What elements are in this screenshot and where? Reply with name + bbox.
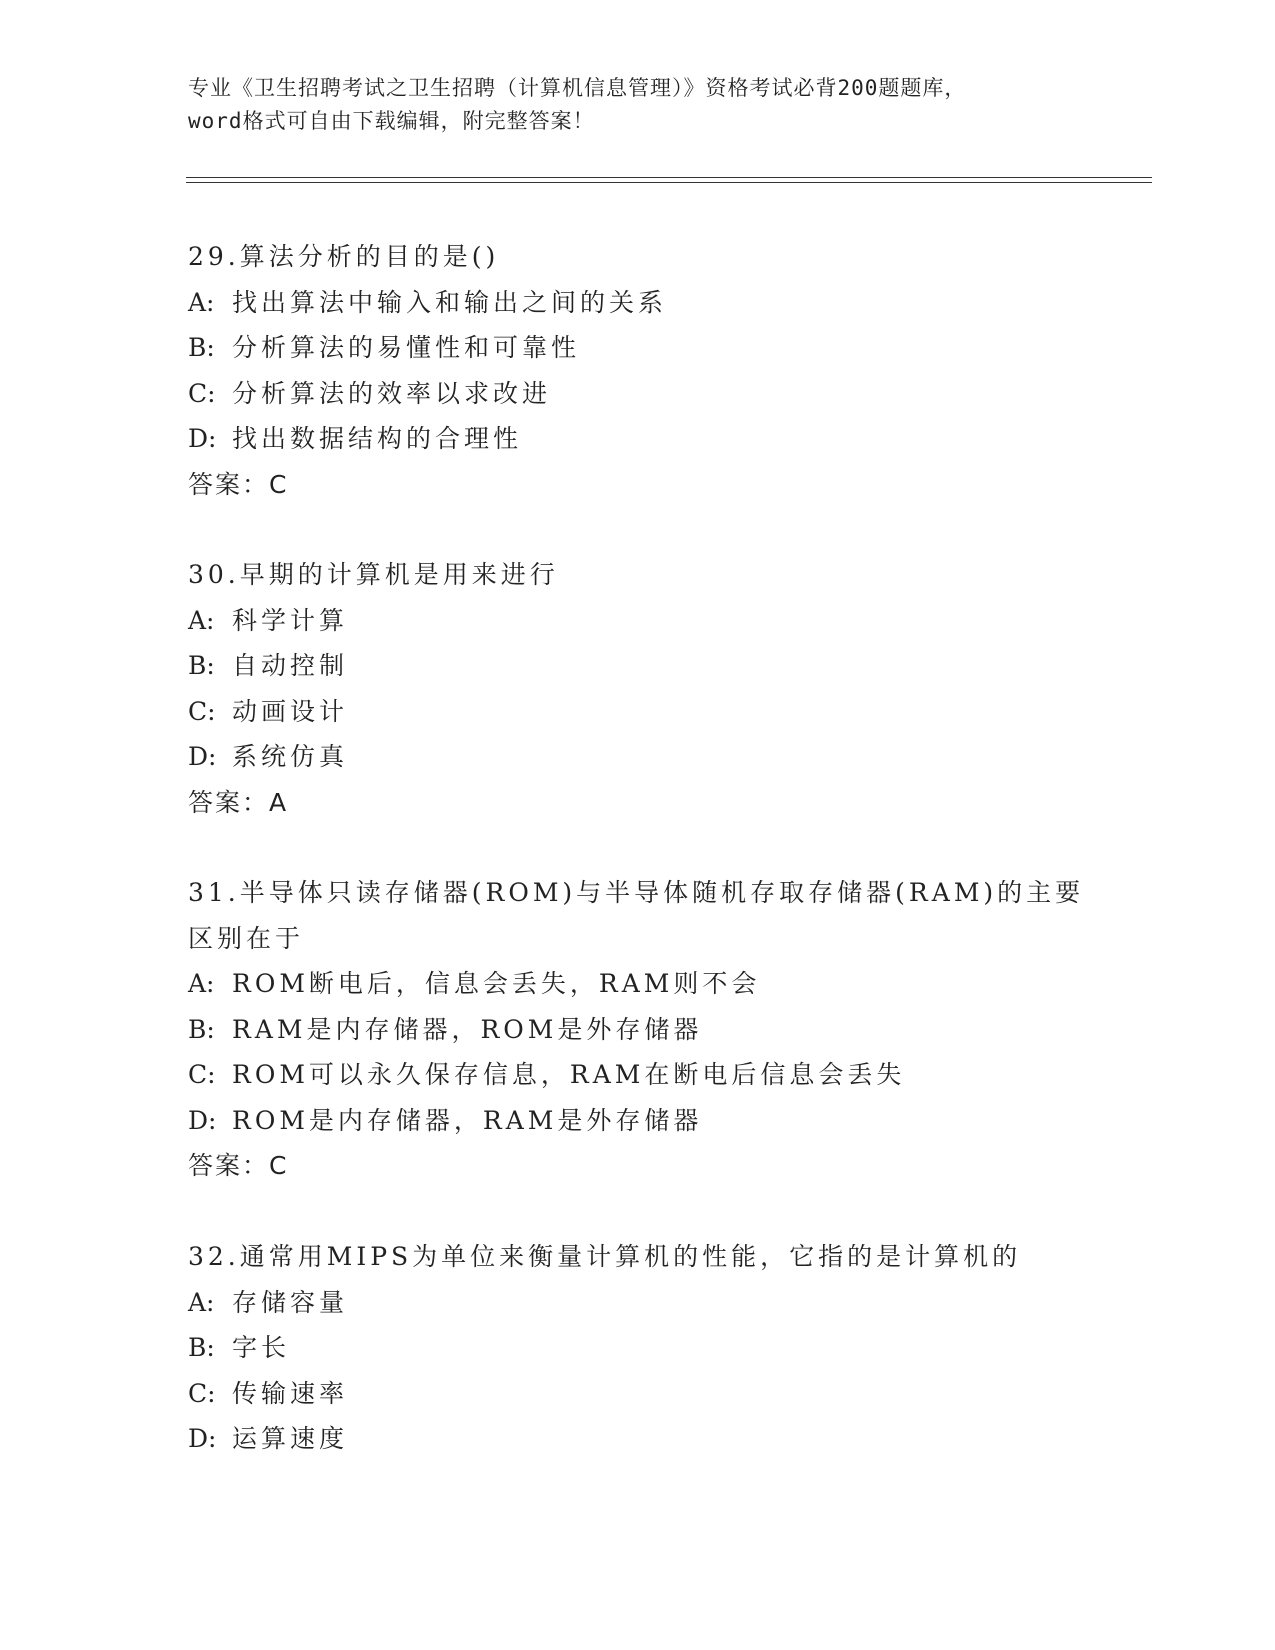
option-b — [188, 325, 1088, 371]
option-text: 找出算法中输入和输出之间的关系 — [232, 287, 668, 317]
option-d — [188, 1416, 1088, 1462]
option-a — [188, 1280, 1088, 1326]
question-32 — [188, 1234, 1088, 1462]
option-c — [188, 1371, 1088, 1417]
option-text: ROM断电后，信息会丢失，RAM则不会 — [232, 969, 761, 998]
option-text: 存储容量 — [232, 1287, 349, 1317]
question-stem: 32.通常用MIPS为单位来衡量计算机的性能，它指的是计算机的 — [188, 1242, 1022, 1271]
option-a — [188, 961, 1088, 1007]
option-text: 动画设计 — [232, 696, 349, 726]
option-letter: C: — [188, 378, 216, 408]
option-c — [188, 371, 1088, 417]
question-30 — [188, 552, 1088, 825]
option-d — [188, 734, 1088, 780]
option-d — [188, 1098, 1088, 1144]
option-letter: A: — [188, 1287, 215, 1317]
header-line-1: 专业《卫生招聘考试之卫生招聘（计算机信息管理）》资格考试必背200题题库， — [188, 76, 967, 100]
option-letter: D: — [188, 1424, 217, 1453]
option-letter: D: — [188, 742, 217, 771]
option-a — [188, 280, 1088, 326]
answer-line: 答案：A — [188, 787, 289, 817]
option-letter: B: — [188, 333, 215, 362]
header-divider-bottom — [186, 182, 1152, 183]
option-letter: A: — [188, 969, 215, 998]
option-letter: B: — [188, 651, 215, 680]
question-31 — [188, 870, 1088, 1189]
option-b — [188, 643, 1088, 689]
option-text: 传输速率 — [232, 1378, 349, 1408]
document-header — [188, 72, 1088, 138]
option-letter: B: — [188, 1333, 215, 1362]
question-29 — [188, 234, 1088, 507]
option-text: 字长 — [232, 1333, 291, 1362]
header-line-2: word格式可自由下载编辑，附完整答案！ — [188, 109, 595, 133]
option-text: ROM是内存储器，RAM是外存储器 — [232, 1105, 703, 1135]
option-letter: C: — [188, 1378, 216, 1408]
answer-line: 答案：C — [188, 1151, 289, 1180]
option-letter: C: — [188, 696, 216, 726]
option-letter: A: — [188, 605, 215, 635]
question-stem: 29.算法分析的目的是() — [188, 242, 500, 271]
option-c — [188, 1052, 1088, 1098]
option-c — [188, 689, 1088, 735]
option-b — [188, 1007, 1088, 1053]
option-letter: B: — [188, 1014, 215, 1044]
option-text: 科学计算 — [232, 605, 349, 635]
option-letter: C: — [188, 1060, 216, 1089]
option-letter: D: — [188, 424, 217, 453]
option-text: 系统仿真 — [232, 742, 349, 771]
answer-line: 答案：C — [188, 469, 289, 499]
option-text: ROM可以永久保存信息，RAM在断电后信息会丢失 — [232, 1060, 906, 1089]
header-divider-top — [186, 177, 1152, 178]
question-stem: 30.早期的计算机是用来进行 — [188, 560, 559, 589]
option-letter: A: — [188, 287, 215, 317]
option-text: 运算速度 — [232, 1424, 349, 1453]
question-stem: 31.半导体只读存储器(ROM)与半导体随机存取存储器(RAM)的主要区别在于 — [188, 878, 1085, 953]
option-text: 自动控制 — [232, 651, 349, 680]
option-text: 找出数据结构的合理性 — [232, 424, 523, 453]
option-text: 分析算法的易懂性和可靠性 — [232, 333, 581, 362]
option-b — [188, 1325, 1088, 1371]
option-text: RAM是内存储器，ROM是外存储器 — [232, 1014, 703, 1044]
option-d — [188, 416, 1088, 462]
option-text: 分析算法的效率以求改进 — [232, 378, 552, 408]
option-letter: D: — [188, 1105, 217, 1135]
option-a — [188, 598, 1088, 644]
